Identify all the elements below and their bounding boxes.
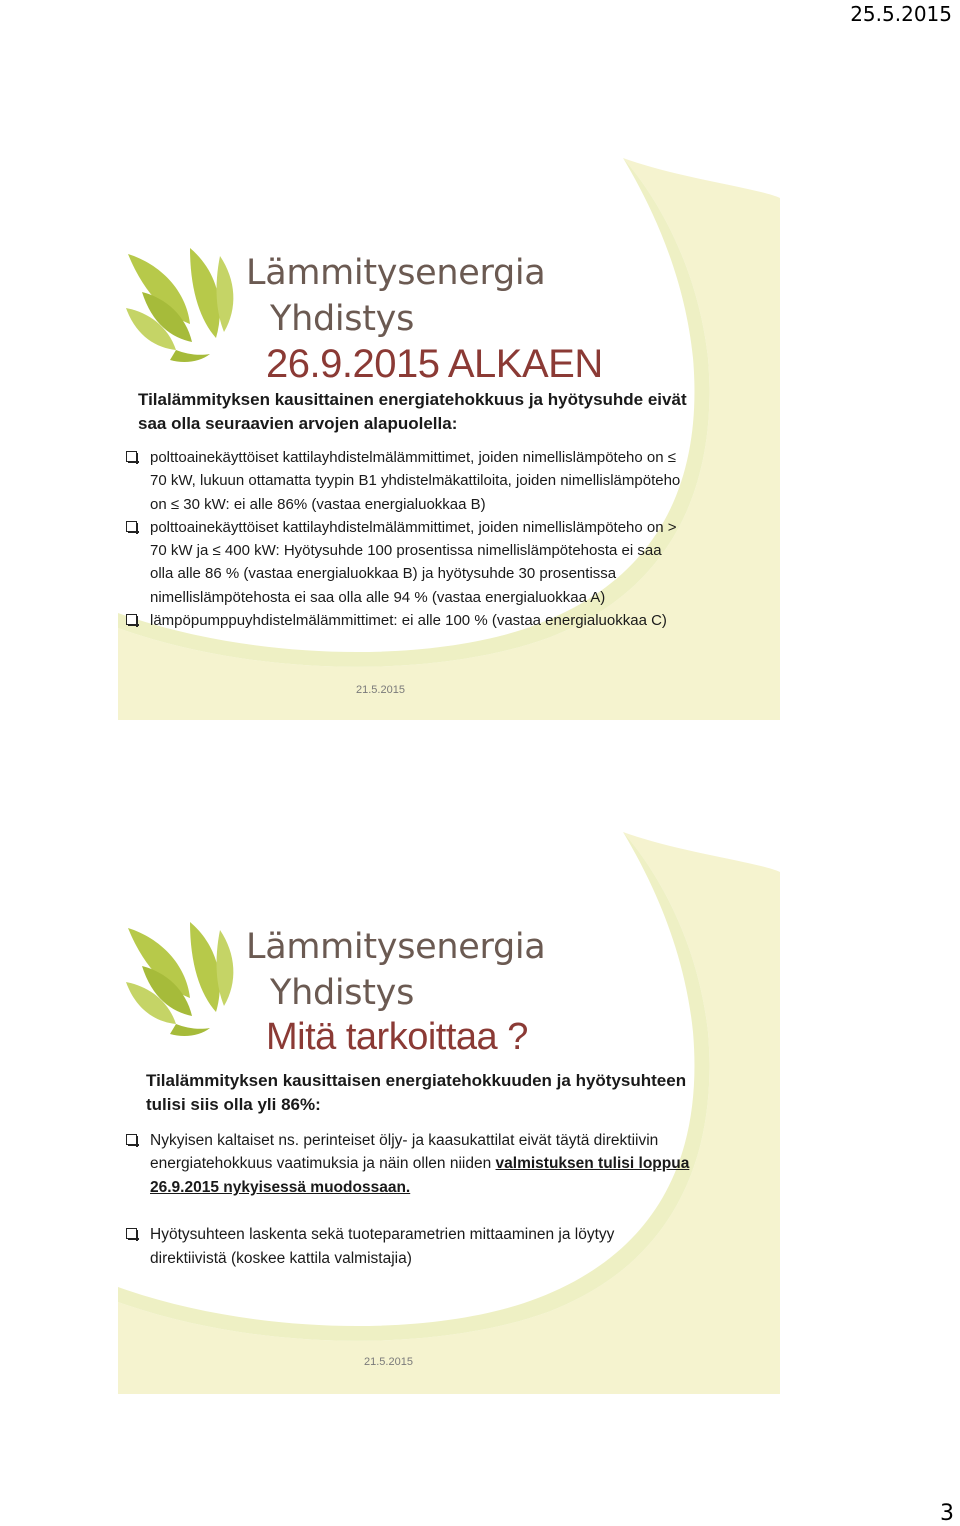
checkbox-bullet-icon: [126, 614, 137, 625]
list-item: [124, 516, 684, 609]
logo-line-1: Lämmitysenergia: [246, 253, 546, 293]
list-item-text: Nykyisen kaltaiset ns. perinteiset öljy- ja kaasukattilat eivät täytä direktiivin energiatehokkuus vaatimuksia ja näin ollen niiden: [150, 1132, 659, 1173]
list-item-emphasis: valmistuksen tulisi loppua 26.9.2015 nykyisessä muodossaan.: [150, 1155, 690, 1196]
checkbox-bullet-icon: [126, 521, 137, 532]
list-item: [124, 446, 684, 516]
slide-background-swoosh: [118, 158, 780, 720]
slide-heading: Mitä tarkoittaa ?: [266, 1016, 528, 1058]
list-item-text: polttoainekäyttöiset kattilayhdistelmälämmittimet, joiden nimellislämpöteho on ≤ 70 kW, lukuun ottamatta tyypin B1 yhdistelmäkattiloita, joiden nimellislämpöteho on ≤ 30 kW: ei alle 86% (vastaa energialuokkaa B): [150, 449, 681, 513]
logo-line-1: Lämmitysenergia: [246, 927, 546, 967]
checkbox-bullet-icon: [126, 1134, 137, 1145]
logo-leaf-icon: [120, 246, 238, 366]
lead-paragraph: Tilalämmityksen kausittaisen energiatehokkuuden ja hyötysuhteen tulisi siis olla yli 86%:: [146, 1071, 687, 1114]
slide-date: 21.5.2015: [364, 1356, 413, 1368]
slide-date: 21.5.2015: [356, 684, 405, 696]
logo-line-2: Yhdistys: [270, 299, 415, 339]
page-date: 25.5.2015: [850, 2, 952, 26]
slide-1: [118, 158, 780, 720]
logo-wordmark: [246, 924, 545, 1016]
list-item: [124, 1223, 690, 1270]
list-item-text: Hyötysuhteen laskenta sekä tuoteparametrien mittaaminen ja löytyy direktiivistä (koskee kattila valmistajia): [150, 1226, 615, 1267]
list-item-text: lämpöpumppuyhdistelmälämmittimet: ei alle 100 % (vastaa energialuokkaa C): [150, 612, 667, 630]
lead-paragraph: Tilalämmityksen kausittainen energiatehokkuus ja hyötysuhde eivät saa olla seuraavien arvojen alapuolella:: [138, 390, 687, 433]
list-item-text: polttoainekäyttöiset kattilayhdistelmälämmittimet, joiden nimellislämpöteho on > 70 kW ja ≤ 400 kW: Hyötysuhde 100 prosentissa nimellislämpötehosta ei saa olla alle 86 % (vastaa energialuokkaa B) ja hyötysuhde 30 prosentissa nimellislämpötehosta ei saa olla alle 94 % (vastaa energialuokkaa A): [150, 518, 677, 606]
list-item: [124, 1129, 690, 1199]
list-item: [124, 609, 684, 632]
slide-heading: 26.9.2015 ALKAEN: [266, 342, 603, 386]
logo-leaf-icon: [120, 920, 238, 1040]
logo-line-2: Yhdistys: [270, 973, 415, 1013]
bullet-list: [124, 446, 684, 632]
logo-wordmark: [246, 250, 545, 342]
slide-2: [118, 832, 780, 1394]
page-number: 3: [940, 1501, 954, 1526]
checkbox-bullet-icon: [126, 451, 137, 462]
checkbox-bullet-icon: [126, 1228, 137, 1239]
bullet-list: [124, 1129, 690, 1270]
